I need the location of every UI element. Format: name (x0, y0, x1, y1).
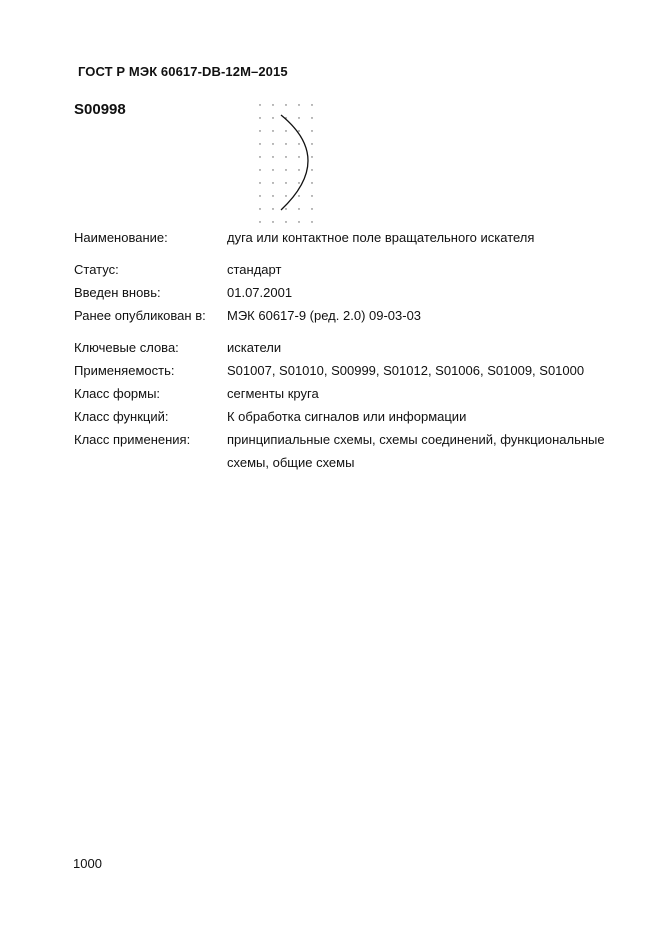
property-label: Класс применения: (74, 432, 191, 447)
property-row-keywords (74, 336, 634, 359)
property-row-name (74, 226, 634, 249)
property-value: МЭК 60617-9 (ред. 2.0) 09-03-03 (227, 308, 422, 323)
property-value: сегменты круга (227, 386, 319, 401)
property-value: S01007, S01010, S00999, S01012, S01006, S01009, S01000 (227, 363, 585, 378)
arc-symbol-drawing (253, 101, 323, 225)
property-row-introduced (74, 281, 634, 304)
property-value: 01.07.2001 (227, 285, 293, 300)
property-label: Статус: (74, 262, 119, 277)
property-row-published (74, 304, 634, 327)
property-value: искатели (227, 340, 282, 355)
property-value: принципиальные схемы, схемы соединений, функциональные схемы, общие схемы (227, 432, 605, 470)
property-label: Ключевые слова: (74, 340, 179, 355)
property-row-function-class (74, 405, 634, 428)
property-label: Класс функций: (74, 409, 169, 424)
property-label: Применяемость: (74, 363, 175, 378)
property-value: К обработка сигналов или информации (227, 409, 467, 424)
document-header: ГОСТ Р МЭК 60617-DB-12M–2015 (78, 64, 288, 79)
property-value: стандарт (227, 262, 282, 277)
property-label: Введен вновь: (74, 285, 161, 300)
property-row-application-class (74, 428, 634, 474)
property-value: дуга или контактное поле вращательного искателя (227, 230, 535, 245)
properties-table (74, 226, 634, 474)
property-row-status (74, 258, 634, 281)
property-label: Наименование: (74, 230, 168, 245)
property-row-shape-class (74, 382, 634, 405)
arc-line (281, 115, 308, 210)
property-label: Ранее опубликован в: (74, 308, 206, 323)
property-label: Класс формы: (74, 386, 161, 401)
symbol-code: S00998 (74, 101, 126, 118)
property-row-applicability (74, 359, 634, 382)
page-number: 1000 (73, 856, 102, 871)
